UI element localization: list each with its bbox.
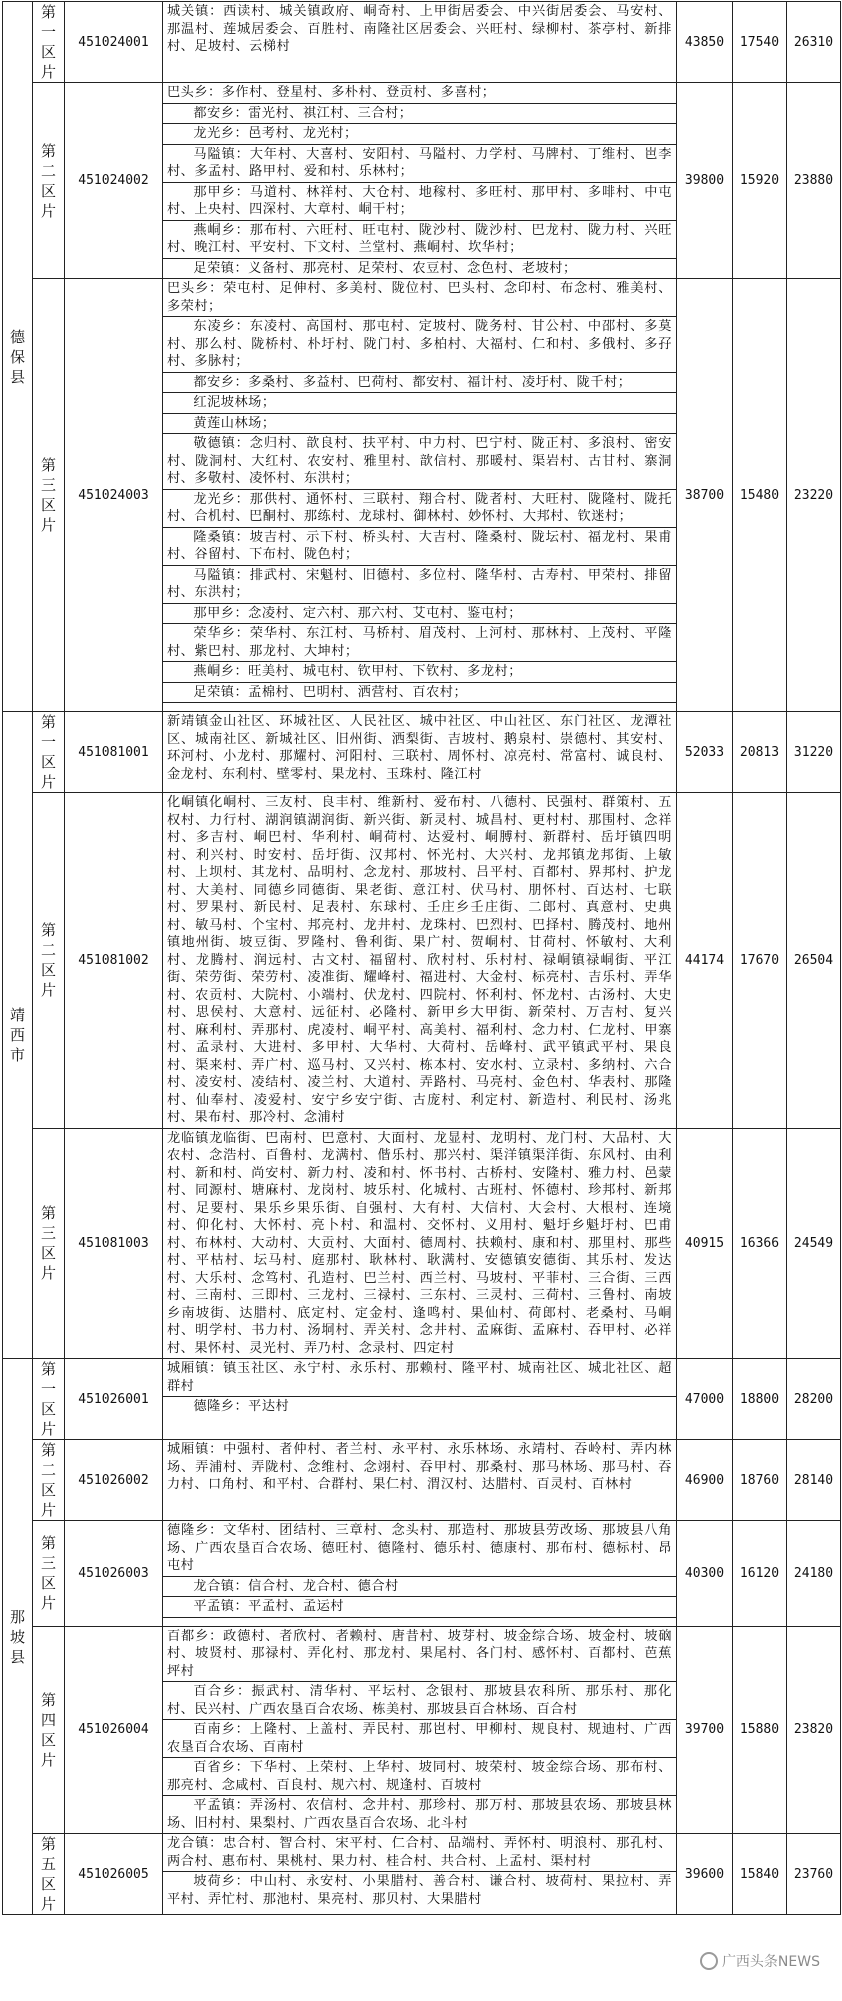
zone-name: 第二区片 (40, 141, 56, 220)
county-cell (3, 2, 33, 712)
total-price: 38700 (677, 279, 733, 712)
land-compensation: 15880 (733, 1626, 787, 1834)
zone-name: 第三区片 (40, 1534, 56, 1613)
zone-cell (33, 2, 65, 83)
zone-cell (33, 1521, 65, 1627)
resettlement-compensation: 26504 (787, 793, 841, 1129)
table-row (3, 1834, 841, 1915)
total-price: 44174 (677, 793, 733, 1129)
zone-code: 451024003 (65, 279, 163, 712)
area-line: 城关镇：西读村、城关镇政府、峒奇村、上甲街居委会、中兴街居委会、马安村、那温村、莲城居委会、百胜村、南隆社区居委会、兴旺村、绿柳村、茶亭村、新排村、足坡村、云梯村 (167, 4, 672, 54)
area-line: 百都乡：政德村、者欣村、者赖村、唐昔村、坡芽村、坡金综合场、坡金村、坡硇村、坡贤村、那禄村、弄化村、那龙村、果尾村、各门村、感怀村、百都村、芭蕉坪村 (163, 1627, 676, 1683)
area-line: 那甲乡：念凌村、定六村、那六村、艾屯村、鉴屯村； (163, 604, 676, 625)
land-compensation-table (2, 1, 841, 1915)
zone-cell (33, 1440, 65, 1521)
area-line: 德隆乡：文华村、团结村、三章村、念头村、那造村、那坡县劳改场、那坡县八角场、广西农垦百合农场、德旺村、德隆村、德乐村、德康村、那布村、德标村、昂屯村 (163, 1521, 676, 1577)
area-line: 新靖镇金山社区、环城社区、人民社区、城中社区、中山社区、东门社区、龙潭社区、城南社区、新城社区、旧州街、洒梨街、吉坡村、鹅泉村、崇德村、其安村、环河村、小龙村、那耀村、河阳村、三联村、周怀村、凉亮村、常富村、诚良村、金龙村、东利村、壁零村、果龙村、玉珠村、隆江村 (167, 714, 672, 782)
table-row (3, 83, 841, 279)
resettlement-compensation: 24180 (787, 1521, 841, 1627)
table-row (3, 1128, 841, 1359)
area-line: 德隆乡：平达村 (193, 1399, 290, 1414)
area-line: 燕峒乡：旺美村、城屯村、钦甲村、下钦村、多龙村； (163, 662, 676, 683)
county-name: 靖西市 (9, 1006, 25, 1064)
zone-name: 第五区片 (40, 1835, 56, 1913)
area-cell (163, 1128, 677, 1359)
resettlement-compensation: 26310 (787, 2, 841, 83)
area-line: 马隘镇：大年村、大喜村、安阳村、马隘村、力学村、马牌村、丁维村、岜李村、多孟村、路甲村、爱和村、乐林村； (163, 145, 676, 183)
area-cell (163, 83, 677, 279)
land-compensation: 16366 (733, 1128, 787, 1359)
zone-cell (33, 712, 65, 793)
zone-code: 451026001 (65, 1359, 163, 1440)
area-line (163, 703, 676, 711)
total-price: 47000 (677, 1359, 733, 1440)
area-line: 荣华乡：荣华村、东江村、马桥村、眉茂村、上河村、那林村、上茂村、平隆村、紫巴村、那龙村、大坤村； (163, 624, 676, 662)
area-line: 足荣镇：孟棉村、巴明村、洒营村、百农村； (163, 683, 676, 704)
zone-name: 第二区片 (40, 1441, 56, 1519)
land-compensation: 20813 (733, 712, 787, 793)
area-line: 城厢镇：中强村、者仲村、者兰村、永平村、永乐林场、永靖村、吞岭村、弄内林场、弄浦村、弄陇村、念维村、念翊村、吞甲村、那桑村、那马林场、那马村、吞力村、口角村、和平村、合群村、果仁村、渭汉村、达腊村、百灵村、百林村 (167, 1442, 672, 1492)
area-cell (163, 712, 677, 793)
area-cell (163, 1834, 677, 1915)
zone-name: 第一区片 (40, 3, 56, 81)
area-line: 龙光乡：邑考村、龙光村； (163, 124, 676, 145)
zone-code: 451026002 (65, 1440, 163, 1521)
zone-code: 451026004 (65, 1626, 163, 1834)
area-line: 龙合镇：忠合村、智合村、宋平村、仁合村、品端村、弄怀村、明浪村、那孔村、两合村、惠布村、果桃村、果力村、桂合村、共合村、上孟村、渠村村 (163, 1834, 676, 1872)
land-compensation: 15840 (733, 1834, 787, 1915)
table-row (3, 1626, 841, 1834)
zone-cell (33, 793, 65, 1129)
area-line: 化峒镇化峒村、三友村、良丰村、维新村、爱布村、八德村、民强村、群策村、五权村、力行村、湖润镇湖润街、新兴街、新灵村、城昌村、更村村、那围村、念祥村、多吉村、峒巴村、华利村、峒荷村、达爱村、峒膊村、新群村、岳圩镇四明村、利兴村、时安村、岳圩街、汉邦村、怀光村、大兴村、龙邦镇龙邦街、上敏村、上坝村、其龙村、品明村、念龙村、那坡村、吕平村、百都村、界邦村、护龙村、大美村、同德乡同德街、果老街、意江村、伏马村、朋怀村、百达村、七联村、罗果村、新民村、足表村、东球村、壬庄乡壬庄街、二郎村、真意村、史典村、敏马村、个宝村、邦亮村、龙井村、龙珠村、巴烈村、巴择村、腾茂村、地州镇地州街、坡豆街、罗隆村、鲁利街、果广村、贺峒村、甘荷村、怀敏村、大利村、龙腾村、润远村、古文村、福留村、欣村村、乐村村、禄峒镇禄峒街、平江街、荣劳街、荣劳村、凌准街、耀峰村、福进村、大金村、标亮村、吉乐村、弄华村、农贡村、大院村、小端村、伏龙村、四院村、怀利村、怀龙村、古汤村、大史村、思侯村、大意村、远征村、必隆村、新甲乡大甲街、新荣村、万吉村、复兴村、麻利村、弄那村、虎凌村、峒平村、高美村、福利村、念力村、仁龙村、甲寨村、孟录村、大进村、多甲村、大华村、大荷村、岳峰村、武平镇武平村、果良村、渠来村、弄广村、巡马村、又兴村、栋本村、安水村、立录村、多纳村、六合村、凌安村、凌结村、凌兰村、大道村、弄路村、马亮村、金色村、华表村、那隆村、仙奉村、凌爱村、安宁乡安宁街、古庞村、利定村、新造村、利民村、汤兆村、果布村、那冷村、念浦村 (167, 795, 672, 1125)
area-line: 龙合镇：信合村、龙合村、德合村 (163, 1577, 676, 1598)
resettlement-compensation: 23820 (787, 1626, 841, 1834)
zone-name: 第二区片 (40, 921, 56, 1000)
area-cell (163, 1359, 677, 1440)
area-cell (163, 1521, 677, 1627)
zone-code: 451081003 (65, 1128, 163, 1359)
area-line (163, 1618, 676, 1626)
table-row (3, 1521, 841, 1627)
land-compensation: 16120 (733, 1521, 787, 1627)
zone-code: 451024001 (65, 2, 163, 83)
land-compensation: 17540 (733, 2, 787, 83)
area-cell (163, 2, 677, 83)
resettlement-compensation: 23760 (787, 1834, 841, 1915)
area-line: 巴头乡：多作村、登星村、多朴村、登贡村、多喜村； (163, 83, 676, 104)
area-line: 黄莲山林场； (163, 414, 676, 435)
table-body (3, 2, 841, 1915)
zone-code: 451081001 (65, 712, 163, 793)
area-line: 百合乡：振武村、清华村、平坛村、念银村、那坡县农科所、那乐村、那化村、民兴村、广西农垦百合农场、栋美村、那坡县百合林场、百合村 (163, 1682, 676, 1720)
area-line: 龙光乡：那供村、通怀村、三联村、翔合村、陇者村、大旺村、陇隆村、陇托村、合机村、巴酮村、那练村、龙球村、御林村、妙怀村、大邦村、钦迷村； (163, 490, 676, 528)
county-name: 德保县 (9, 327, 25, 386)
watermark (700, 1951, 820, 1971)
area-line: 那甲乡：马道村、林祥村、大仓村、地稼村、多旺村、那甲村、多啡村、中屯村、上央村、四深村、大章村、峒干村； (163, 183, 676, 221)
zone-name: 第四区片 (40, 1690, 56, 1769)
zone-code: 451026005 (65, 1834, 163, 1915)
total-price: 40915 (677, 1128, 733, 1359)
zone-code: 451024002 (65, 83, 163, 279)
table-row (3, 279, 841, 712)
total-price: 52033 (677, 712, 733, 793)
land-compensation: 18800 (733, 1359, 787, 1440)
table-row (3, 1440, 841, 1521)
area-cell (163, 793, 677, 1129)
resettlement-compensation: 31220 (787, 712, 841, 793)
zone-code: 451026003 (65, 1521, 163, 1627)
area-line: 百省乡：下华村、上荣村、上华村、坡同村、坡荣村、坡金综合场、那布村、那亮村、念咸村、百良村、规六村、规逢村、百坡村 (163, 1758, 676, 1796)
area-line: 红泥坡林场； (163, 393, 676, 414)
county-cell (3, 1359, 33, 1915)
area-line: 东凌乡：东凌村、高国村、那屯村、定坡村、陇务村、甘公村、中邵村、多莫村、那么村、陇桥村、朴圩村、陇门村、多柏村、大福村、仁和村、多俄村、多孖村、多脉村； (163, 317, 676, 373)
area-line: 马隘镇：排武村、宋魁村、旧德村、多位村、隆华村、古寿村、甲荣村、排留村、东洪村； (163, 566, 676, 604)
resettlement-compensation: 28200 (787, 1359, 841, 1440)
resettlement-compensation: 28140 (787, 1440, 841, 1521)
area-cell (163, 1626, 677, 1834)
area-line: 龙临镇龙临街、巴南村、巴意村、大面村、龙显村、龙明村、龙门村、大品村、大农村、念浩村、百鲁村、龙满村、偕乐村、那兴村、渠洋镇渠洋街、东风村、由利村、新和村、尚安村、新力村、凌和村、怀书村、古桥村、安隆村、雅力村、邑蒙村、同源村、塘麻村、龙岗村、坡乐村、化城村、古班村、怀德村、珍邦村、新邦村、足要村、果乐乡果乐街、自强村、大有村、大信村、大会村、大根村、连境村、仰化村、大怀村、亮卜村、和温村、交怀村、义用村、魁圩乡魁圩村、巴甫村、布林村、大动村、大贡村、大面村、德周村、扶赖村、康和村、那里村、那些村、平枯村、坛马村、庭那村、耿林村、耿满村、安德镇安德街、其乐村、发达村、大乐村、念笃村、孔造村、巴兰村、西兰村、马坡村、平菲村、三合街、三西村、三南村、三即村、三龙村、三禄村、三东村、三灵村、三荷村、三鲁村、南坡乡南坡街、达腊村、底定村、定金村、逢鸣村、果仙村、荷郎村、老桑村、马峒村、明学村、书力村、汤垌村、弄关村、念井村、孟麻街、孟麻村、吞甲村、必祥村、果怀村、灵光村、弄乃村、念录村、四定村 (167, 1130, 672, 1356)
land-compensation: 17670 (733, 793, 787, 1129)
area-cell (163, 279, 677, 712)
zone-cell (33, 279, 65, 712)
county-cell (3, 712, 33, 1359)
zone-name: 第一区片 (40, 1360, 56, 1438)
area-line: 隆桑镇：坡吉村、示下村、桥头村、大吉村、隆桑村、陇坛村、福龙村、果甫村、谷留村、下布村、陇色村； (163, 528, 676, 566)
watermark-text: 广西头条NEWS (721, 1954, 820, 1970)
wechat-logo-icon (700, 1952, 718, 1970)
resettlement-compensation: 24549 (787, 1128, 841, 1359)
zone-cell (33, 1626, 65, 1834)
resettlement-compensation: 23880 (787, 83, 841, 279)
total-price: 46900 (677, 1440, 733, 1521)
zone-cell (33, 83, 65, 279)
area-line: 平孟镇：平孟村、孟运村 (163, 1597, 676, 1618)
land-compensation: 15920 (733, 83, 787, 279)
area-line: 百南乡：上隆村、上盖村、弄民村、那岜村、甲柳村、规良村、规迪村、广西农垦百合农场、百南村 (163, 1720, 676, 1758)
zone-name: 第三区片 (40, 456, 56, 534)
zone-cell (33, 1359, 65, 1440)
area-line: 都安乡：多桑村、多益村、巴荷村、都安村、福计村、凌圩村、陇千村； (163, 373, 676, 394)
area-line: 都安乡：雷光村、祺江村、三合村； (163, 104, 676, 125)
table-row (3, 1359, 841, 1440)
table-row (3, 2, 841, 83)
total-price: 40300 (677, 1521, 733, 1627)
area-line: 城厢镇：镇玉社区、永宁村、永乐村、那赖村、隆平村、城南社区、城北社区、超群村 (163, 1359, 676, 1397)
area-cell (163, 1440, 677, 1521)
area-line: 足荣镇：义备村、那亮村、足荣村、农豆村、念色村、老坡村； (193, 260, 577, 276)
zone-code: 451081002 (65, 793, 163, 1129)
resettlement-compensation: 23220 (787, 279, 841, 712)
total-price: 39700 (677, 1626, 733, 1834)
county-name: 那坡县 (9, 1607, 25, 1666)
land-compensation: 18760 (733, 1440, 787, 1521)
area-line: 坡荷乡：中山村、永安村、小果腊村、善合村、谦合村、坡荷村、果拉村、弄平村、弄忙村、那池村、果亮村、那贝村、大果腊村 (167, 1874, 672, 1907)
land-compensation: 15480 (733, 279, 787, 712)
zone-cell (33, 1128, 65, 1359)
area-line: 巴头乡：荣屯村、足伸村、多美村、陇位村、巴头村、念印村、布念村、雅美村、多荣村； (163, 279, 676, 317)
zone-cell (33, 1834, 65, 1915)
area-line: 燕峒乡：那布村、六旺村、旺屯村、陇沙村、陇沙村、巴龙村、陇力村、兴旺村、晚江村、平安村、下文村、兰堂村、燕峒村、坎华村； (163, 221, 676, 259)
zone-name: 第一区片 (40, 713, 56, 791)
area-line: 平孟镇：弄汤村、农信村、念井村、那珍村、那万村、那坡县农场、那坡县林场、旧村村、果梨村、广西农垦百合农场、北斗村 (167, 1798, 672, 1831)
table-row (3, 793, 841, 1129)
total-price: 39600 (677, 1834, 733, 1915)
total-price: 39800 (677, 83, 733, 279)
zone-name: 第三区片 (40, 1204, 56, 1283)
table-row (3, 712, 841, 793)
area-line: 敬德镇：念归村、歆良村、扶平村、中力村、巴宁村、陇正村、多浪村、密安村、陇洞村、大红村、农安村、雅里村、歆信村、那暖村、渠岩村、古甘村、寨洞村、多敬村、凌怀村、东洪村； (163, 434, 676, 490)
total-price: 43850 (677, 2, 733, 83)
